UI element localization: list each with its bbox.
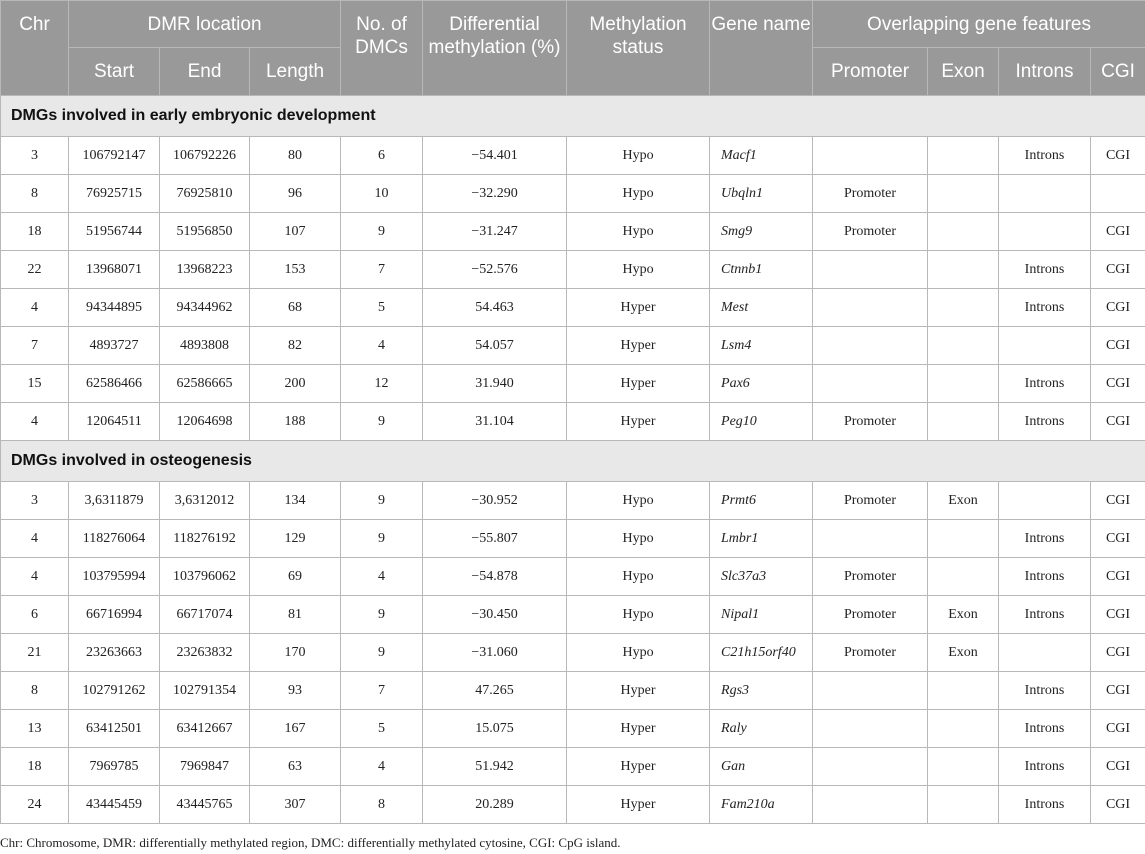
cell-chr: 3 [1, 137, 69, 175]
table-body [1, 96, 1145, 824]
cell-no-dmcs: 8 [341, 786, 423, 824]
cell-promoter [813, 289, 928, 327]
cell-end: 106792226 [160, 137, 250, 175]
cell-promoter: Promoter [813, 634, 928, 672]
header-methylation-status: Methylation status [567, 1, 710, 96]
header-chr: Chr [1, 1, 69, 96]
cell-end: 76925810 [160, 175, 250, 213]
cell-introns [999, 634, 1091, 672]
section-row [1, 96, 1145, 137]
table-row [1, 365, 1145, 403]
table-row [1, 558, 1145, 596]
cell-gene-name: Mest [710, 289, 813, 327]
cell-introns: Introns [999, 786, 1091, 824]
cell-exon [928, 786, 999, 824]
cell-no-dmcs: 5 [341, 289, 423, 327]
table-row [1, 748, 1145, 786]
cell-gene-name: Gan [710, 748, 813, 786]
cell-introns: Introns [999, 289, 1091, 327]
cell-differential-methylation: −52.576 [423, 251, 567, 289]
cell-length: 200 [250, 365, 341, 403]
header-exon: Exon [928, 48, 999, 96]
cell-differential-methylation: 31.940 [423, 365, 567, 403]
section-title: DMGs involved in early embryonic development [1, 96, 1145, 137]
cell-end: 12064698 [160, 403, 250, 441]
cell-methylation-status: Hypo [567, 596, 710, 634]
cell-introns: Introns [999, 365, 1091, 403]
cell-length: 80 [250, 137, 341, 175]
table-row [1, 289, 1145, 327]
cell-chr: 13 [1, 710, 69, 748]
cell-promoter: Promoter [813, 213, 928, 251]
cell-promoter: Promoter [813, 482, 928, 520]
cell-gene-name: Smg9 [710, 213, 813, 251]
cell-end: 51956850 [160, 213, 250, 251]
header-no-dmcs: No. of DMCs [341, 1, 423, 96]
cell-chr: 4 [1, 558, 69, 596]
cell-cgi: CGI [1091, 365, 1145, 403]
cell-no-dmcs: 5 [341, 710, 423, 748]
cell-no-dmcs: 4 [341, 327, 423, 365]
cell-chr: 18 [1, 748, 69, 786]
cell-start: 62586466 [69, 365, 160, 403]
cell-gene-name: Raly [710, 710, 813, 748]
cell-gene-name: Ubqln1 [710, 175, 813, 213]
cell-differential-methylation: 54.463 [423, 289, 567, 327]
cell-methylation-status: Hypo [567, 175, 710, 213]
cell-start: 66716994 [69, 596, 160, 634]
cell-methylation-status: Hyper [567, 748, 710, 786]
header-cgi: CGI [1091, 48, 1145, 96]
cell-introns: Introns [999, 137, 1091, 175]
cell-start: 118276064 [69, 520, 160, 558]
cell-gene-name: Slc37a3 [710, 558, 813, 596]
cell-exon: Exon [928, 634, 999, 672]
cell-differential-methylation: −31.060 [423, 634, 567, 672]
cell-chr: 24 [1, 786, 69, 824]
cell-differential-methylation: 31.104 [423, 403, 567, 441]
cell-end: 103796062 [160, 558, 250, 596]
table-row [1, 482, 1145, 520]
cell-end: 4893808 [160, 327, 250, 365]
table-row [1, 634, 1145, 672]
cell-end: 63412667 [160, 710, 250, 748]
cell-promoter: Promoter [813, 403, 928, 441]
cell-promoter [813, 786, 928, 824]
cell-cgi: CGI [1091, 137, 1145, 175]
header-end: End [160, 48, 250, 96]
cell-introns [999, 213, 1091, 251]
cell-exon: Exon [928, 596, 999, 634]
cell-gene-name: Peg10 [710, 403, 813, 441]
cell-promoter: Promoter [813, 596, 928, 634]
cell-end: 94344962 [160, 289, 250, 327]
cell-differential-methylation: −30.450 [423, 596, 567, 634]
cell-length: 307 [250, 786, 341, 824]
table-row [1, 672, 1145, 710]
cell-gene-name: Fam210a [710, 786, 813, 824]
cell-exon [928, 748, 999, 786]
cell-promoter [813, 520, 928, 558]
cell-exon [928, 403, 999, 441]
cell-length: 134 [250, 482, 341, 520]
cell-methylation-status: Hypo [567, 137, 710, 175]
cell-introns: Introns [999, 558, 1091, 596]
cell-end: 102791354 [160, 672, 250, 710]
cell-length: 81 [250, 596, 341, 634]
cell-promoter [813, 748, 928, 786]
section-title: DMGs involved in osteogenesis [1, 441, 1145, 482]
cell-no-dmcs: 9 [341, 403, 423, 441]
cell-promoter [813, 365, 928, 403]
cell-exon [928, 251, 999, 289]
cell-exon [928, 520, 999, 558]
cell-start: 43445459 [69, 786, 160, 824]
cell-length: 93 [250, 672, 341, 710]
cell-methylation-status: Hypo [567, 520, 710, 558]
cell-start: 12064511 [69, 403, 160, 441]
cell-chr: 4 [1, 403, 69, 441]
cell-methylation-status: Hyper [567, 672, 710, 710]
cell-chr: 18 [1, 213, 69, 251]
table-row [1, 251, 1145, 289]
table-row [1, 520, 1145, 558]
cell-exon [928, 175, 999, 213]
cell-no-dmcs: 7 [341, 251, 423, 289]
cell-introns: Introns [999, 672, 1091, 710]
cell-cgi: CGI [1091, 710, 1145, 748]
cell-gene-name: Macf1 [710, 137, 813, 175]
table-row [1, 137, 1145, 175]
cell-differential-methylation: −30.952 [423, 482, 567, 520]
cell-cgi: CGI [1091, 520, 1145, 558]
cell-start: 23263663 [69, 634, 160, 672]
cell-introns: Introns [999, 748, 1091, 786]
cell-end: 62586665 [160, 365, 250, 403]
cell-promoter [813, 710, 928, 748]
cell-no-dmcs: 7 [341, 672, 423, 710]
cell-length: 96 [250, 175, 341, 213]
cell-gene-name: Ctnnb1 [710, 251, 813, 289]
table-row [1, 327, 1145, 365]
cell-start: 76925715 [69, 175, 160, 213]
cell-chr: 4 [1, 289, 69, 327]
cell-gene-name: Pax6 [710, 365, 813, 403]
cell-gene-name: Lmbr1 [710, 520, 813, 558]
cell-no-dmcs: 6 [341, 137, 423, 175]
cell-cgi: CGI [1091, 672, 1145, 710]
cell-length: 170 [250, 634, 341, 672]
cell-gene-name: Prmt6 [710, 482, 813, 520]
cell-methylation-status: Hypo [567, 634, 710, 672]
cell-promoter [813, 251, 928, 289]
cell-differential-methylation: 51.942 [423, 748, 567, 786]
cell-differential-methylation: 15.075 [423, 710, 567, 748]
cell-exon [928, 365, 999, 403]
cell-methylation-status: Hypo [567, 558, 710, 596]
cell-chr: 7 [1, 327, 69, 365]
cell-length: 82 [250, 327, 341, 365]
cell-gene-name: Nipal1 [710, 596, 813, 634]
cell-no-dmcs: 9 [341, 596, 423, 634]
cell-chr: 3 [1, 482, 69, 520]
cell-start: 94344895 [69, 289, 160, 327]
cell-introns [999, 482, 1091, 520]
cell-start: 3,6311879 [69, 482, 160, 520]
cell-differential-methylation: −55.807 [423, 520, 567, 558]
cell-exon [928, 327, 999, 365]
cell-length: 63 [250, 748, 341, 786]
cell-methylation-status: Hypo [567, 251, 710, 289]
cell-start: 63412501 [69, 710, 160, 748]
cell-chr: 4 [1, 520, 69, 558]
cell-promoter: Promoter [813, 175, 928, 213]
cell-differential-methylation: −54.401 [423, 137, 567, 175]
cell-introns: Introns [999, 596, 1091, 634]
cell-cgi: CGI [1091, 482, 1145, 520]
cell-exon [928, 289, 999, 327]
cell-introns [999, 327, 1091, 365]
cell-length: 68 [250, 289, 341, 327]
cell-no-dmcs: 4 [341, 558, 423, 596]
cell-promoter [813, 672, 928, 710]
cell-no-dmcs: 4 [341, 748, 423, 786]
cell-start: 103795994 [69, 558, 160, 596]
cell-length: 167 [250, 710, 341, 748]
cell-length: 129 [250, 520, 341, 558]
cell-end: 118276192 [160, 520, 250, 558]
cell-differential-methylation: −31.247 [423, 213, 567, 251]
cell-cgi: CGI [1091, 558, 1145, 596]
header-introns: Introns [999, 48, 1091, 96]
cell-chr: 15 [1, 365, 69, 403]
cell-chr: 21 [1, 634, 69, 672]
cell-end: 23263832 [160, 634, 250, 672]
cell-differential-methylation: 20.289 [423, 786, 567, 824]
cell-methylation-status: Hyper [567, 710, 710, 748]
section-row [1, 441, 1145, 482]
cell-introns: Introns [999, 251, 1091, 289]
cell-end: 3,6312012 [160, 482, 250, 520]
cell-start: 102791262 [69, 672, 160, 710]
cell-cgi: CGI [1091, 596, 1145, 634]
cell-methylation-status: Hyper [567, 403, 710, 441]
table-header [1, 1, 1145, 96]
cell-chr: 8 [1, 175, 69, 213]
cell-exon [928, 710, 999, 748]
cell-end: 7969847 [160, 748, 250, 786]
cell-cgi: CGI [1091, 748, 1145, 786]
cell-no-dmcs: 12 [341, 365, 423, 403]
cell-methylation-status: Hypo [567, 213, 710, 251]
cell-exon: Exon [928, 482, 999, 520]
cell-introns: Introns [999, 403, 1091, 441]
header-overlapping-gene-features: Overlapping gene features [813, 1, 1145, 48]
table-row [1, 596, 1145, 634]
cell-end: 66717074 [160, 596, 250, 634]
cell-start: 13968071 [69, 251, 160, 289]
cell-cgi: CGI [1091, 786, 1145, 824]
cell-methylation-status: Hyper [567, 289, 710, 327]
cell-length: 107 [250, 213, 341, 251]
cell-chr: 8 [1, 672, 69, 710]
cell-no-dmcs: 9 [341, 213, 423, 251]
cell-differential-methylation: −32.290 [423, 175, 567, 213]
cell-cgi: CGI [1091, 289, 1145, 327]
cell-chr: 6 [1, 596, 69, 634]
cell-cgi: CGI [1091, 213, 1145, 251]
cell-end: 13968223 [160, 251, 250, 289]
header-length: Length [250, 48, 341, 96]
table-row [1, 213, 1145, 251]
cell-start: 106792147 [69, 137, 160, 175]
header-dmr-location: DMR location [69, 1, 341, 48]
cell-differential-methylation: 54.057 [423, 327, 567, 365]
cell-no-dmcs: 9 [341, 634, 423, 672]
cell-gene-name: Rgs3 [710, 672, 813, 710]
cell-promoter: Promoter [813, 558, 928, 596]
table-row [1, 710, 1145, 748]
table-footnote: Chr: Chromosome, DMR: differentially methylated region, DMC: differentially methylated cytosine, CGI: CpG island. [0, 835, 621, 850]
cell-promoter [813, 327, 928, 365]
cell-methylation-status: Hyper [567, 786, 710, 824]
table-row [1, 175, 1145, 213]
cell-cgi: CGI [1091, 251, 1145, 289]
cell-length: 153 [250, 251, 341, 289]
cell-promoter [813, 137, 928, 175]
cell-differential-methylation: 47.265 [423, 672, 567, 710]
cell-methylation-status: Hyper [567, 365, 710, 403]
cell-start: 51956744 [69, 213, 160, 251]
cell-length: 69 [250, 558, 341, 596]
cell-methylation-status: Hypo [567, 482, 710, 520]
cell-exon [928, 137, 999, 175]
cell-length: 188 [250, 403, 341, 441]
header-differential-methylation: Differential methylation (%) [423, 1, 567, 96]
header-start: Start [69, 48, 160, 96]
cell-methylation-status: Hyper [567, 327, 710, 365]
cell-cgi [1091, 175, 1145, 213]
cell-gene-name: C21h15orf40 [710, 634, 813, 672]
cell-differential-methylation: −54.878 [423, 558, 567, 596]
cell-no-dmcs: 9 [341, 482, 423, 520]
cell-cgi: CGI [1091, 403, 1145, 441]
cell-exon [928, 558, 999, 596]
cell-exon [928, 672, 999, 710]
header-gene-name: Gene name [710, 1, 813, 96]
cell-start: 7969785 [69, 748, 160, 786]
cell-end: 43445765 [160, 786, 250, 824]
cell-cgi: CGI [1091, 634, 1145, 672]
cell-introns: Introns [999, 520, 1091, 558]
cell-chr: 22 [1, 251, 69, 289]
table-row [1, 403, 1145, 441]
table-row [1, 786, 1145, 824]
cell-start: 4893727 [69, 327, 160, 365]
cell-exon [928, 213, 999, 251]
cell-introns [999, 175, 1091, 213]
cell-introns: Introns [999, 710, 1091, 748]
header-promoter: Promoter [813, 48, 928, 96]
cell-cgi: CGI [1091, 327, 1145, 365]
cell-no-dmcs: 9 [341, 520, 423, 558]
cell-gene-name: Lsm4 [710, 327, 813, 365]
cell-no-dmcs: 10 [341, 175, 423, 213]
